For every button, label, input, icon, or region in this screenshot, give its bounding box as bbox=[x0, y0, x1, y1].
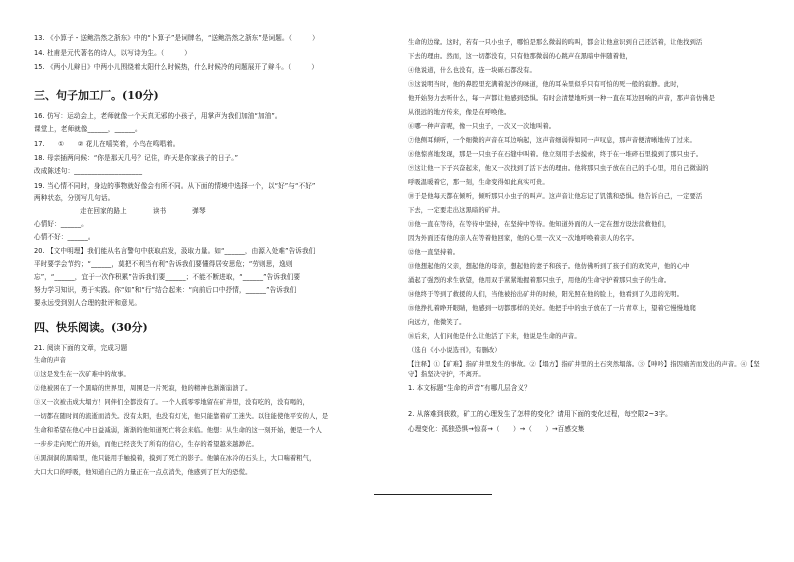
passage-line: ⑨这让他一下子兴奋起来，他又一次找到了活下去的理由。他将那只虫子放在自己的手心里，用自己微弱的 bbox=[408, 165, 709, 172]
question-20-line: 20. 【文中明理】我们能从名言警句中获取启发，汲取力量。如“______，由源入处难”告诉我们 bbox=[34, 247, 316, 256]
question-1: 1. 本文标题“生命的声音”有哪几层含义？ bbox=[408, 384, 531, 392]
passage-line: 涌起了强烈的求生欲望，他用双手紧紧地握着那只虫子，用他的生命守护着那只虫子的生命。 bbox=[408, 277, 671, 284]
question-14: 14. 杜甫是元代著名的诗人，以写诗为生。（ ） bbox=[34, 48, 191, 57]
source-note: （选自《小小说选刊》，有删改） bbox=[408, 347, 501, 354]
option-word: 读书 bbox=[152, 207, 167, 216]
question-16-line: 课堂上，老师就像______，______。 bbox=[34, 124, 142, 133]
mood-bad-line: 心情不好：______。 bbox=[34, 232, 95, 241]
question-17: 17. ① ② 花儿在嘻笑着，小鸟在鸣唱着。 bbox=[34, 139, 180, 148]
section-3-title: 三、句子加工厂。(10分) bbox=[34, 89, 159, 103]
passage-line: 从很远的地方传来，像是在呼唤他。 bbox=[408, 109, 511, 116]
passage-line: 生命的边缘。这时，若有一只小虫子，哪怕是那么微弱的呜叫，都会让他意识到自己还活着，让他找到活 bbox=[408, 39, 703, 46]
right-column bbox=[408, 38, 760, 439]
passage-line: 一步步走向死亡的开始，而他已经丧失了所有的信心，生存的希望越来越渺茫。 bbox=[34, 441, 258, 449]
left-column bbox=[34, 34, 374, 482]
passage-line: ⑪他一直在等待，在等待中坚持，在坚持中等待。他知道外面的人一定在想方设法营救他们， bbox=[408, 221, 671, 228]
question-19-line: 19. 当心情不同时，身边的事物就好像会有所不同。从下面的情境中选择一个，以“好”与“不好” bbox=[34, 181, 316, 190]
question-15: 15. 《两小儿辩日》中两小儿围绕着太阳什么时候热，什么时候冷的问题展开了辩斗。（ ） bbox=[34, 63, 319, 72]
passage-line: ⑥哪一种声音呢，像一只虫子，一次又一次地叫着。 bbox=[408, 123, 556, 130]
passage-line: 他开始努力去听什么，每一声都让他感到恐惧。有时会清楚地听到一种一直在耳边回响的声音，那声音仿佛是 bbox=[408, 95, 716, 102]
passage-line: 一切都在随时间的流逝而消失。没有太阳，也没有灯光，他只能靠着矿工迷失。以往能使他平安的人，是 bbox=[34, 413, 329, 421]
passage-line: ④他说道，什么也没有，连一块砾石都没有。 bbox=[408, 67, 536, 74]
glossary-note: 【注释】①【矿难】指矿井里发生的事故。②【塌方】指矿井里的土石突然塌落。③【呻吟】指因痛苦而发出的声音。④【坚守】指坚决守护，不离开。 bbox=[408, 361, 760, 378]
passage-title: 生命的声音 bbox=[34, 357, 66, 365]
question-20-line: 平时要学会节约；“______，莫把不利当有利”告诉我们要懂得居安思危；“劳则思，逸则 bbox=[34, 260, 293, 269]
passage-line: ⑭他终于等到了救援的人们，当他被抬出矿井的时候，阳光照在他的脸上，他看到了久违的光明。 bbox=[408, 291, 684, 298]
question-20-line: 努力学习知识，勇于实践。你“如”和“行”结合起来：“向前后口中抒情，______”告诉我们 bbox=[34, 285, 297, 294]
passage-line: ⑫他一直坚持着。 bbox=[408, 249, 460, 256]
option-word: 走在回家的路上 bbox=[80, 207, 127, 216]
passage-line: 因为外面还有他的亲人在等着他回家，他的心里一次又一次地呼唤着亲人的名字。 bbox=[408, 235, 639, 242]
passage-line: ⑤这说明当时，他的鼻腔里充满着泥沙的味道，他的耳朵里似乎只有可怕的死一般的寂静。此时， bbox=[408, 81, 684, 88]
passage-line: ⑮他挣扎着睁开眼睛，他感到一切都那样的美好。他把手中的虫子放在了一片青草上，望着它慢慢地爬 bbox=[408, 305, 696, 312]
question-2: 2. 从落难到获救，矿工的心理发生了怎样的变化？请用下面的变化过程，每空限2~3字。 bbox=[408, 410, 672, 418]
passage-line: 向远方，他微笑了。 bbox=[408, 319, 466, 326]
question-19-line: 两种状态，分别写几句话。 bbox=[34, 194, 115, 203]
passage-line: ③又一次被击成大塌方！同伴们全都没有了。一个人孤零零地留在矿井里，没有吃的，没有喝的， bbox=[34, 399, 310, 407]
question-2-flow: 心理变化：孤独恐惧→惊喜→（ ）→（ ）→百感交集 bbox=[408, 424, 585, 433]
question-18-line: 18. 母亲插两问候：“你是那天几号？记住，昨天是你家孩子的日子。” bbox=[34, 154, 239, 163]
passage-line: 下去的理由。然而，这一切都没有，只有他那微弱的心跳声在黑暗中伴随着他， bbox=[408, 53, 632, 60]
passage-line: 下去，一定要走出这黑暗的矿井。 bbox=[408, 207, 504, 214]
question-13: 13. 《小算子・送鲍浩然之浙东》中的“卜算子”是词牌名，“送鲍浩然之浙东”是词题。（ ） bbox=[34, 34, 319, 42]
passage-line: ①这是发生在一次矿难中的故事。 bbox=[34, 371, 130, 379]
passage-line: 呼吸温暖着它，那一刻，生命变得如此真实可贵。 bbox=[408, 179, 549, 186]
passage-line: 生命和希望在他心中日益减弱，渐渐的他知道死亡将会来临。他想：从生命的这一刻开始，便是一个人 bbox=[34, 427, 322, 435]
passage-line: ④黑洞洞的黑暗里，他只能用手触摸着，摸到了死亡的影子。他躺在冰冷的石头上，大口喘着粗气， bbox=[34, 455, 316, 463]
question-18-line: 改成陈述句：____________________ bbox=[34, 166, 143, 175]
question-16-line: 16. 仿写：运动会上，老师就像一个天真无邪的小孩子，用掌声为我们加油“加油”。 bbox=[34, 112, 282, 121]
question-20-line: 要永远受到别人合理的批评和意见。 bbox=[34, 298, 142, 307]
section-4-title: 四、快乐阅读。(30分) bbox=[34, 320, 148, 334]
passage-line: 大口大口的呼吸，他知道自己的力量正在一点点消失，他感到了巨大的恐慌。 bbox=[34, 469, 252, 477]
mood-good-line: 心情好：______。 bbox=[34, 219, 88, 228]
passage-line: ⑩于是他每天都在倾听，倾听那只小虫子的叫声。这声音让他忘记了饥饿和恐惧。他告诉自己，一定要活 bbox=[408, 193, 703, 200]
question-19-options bbox=[34, 207, 374, 215]
option-word: 弹琴 bbox=[192, 207, 206, 216]
passage-line: ⑧他惊喜地发现，那是一只虫子在石缝中叫着。他立刻用手去摸索，终于在一堆碎石里摸到了那只虫子。 bbox=[408, 151, 703, 158]
answer-line bbox=[374, 494, 492, 495]
question-20-line: 忘”，“______，宜于一次作积累”告诉我们要______；不能不断进取，“______”告诉我们要 bbox=[34, 272, 301, 281]
passage-line: ②他被困在了一个黑暗的世界里，周围是一片死寂，他的精神也渐渐崩溃了。 bbox=[34, 385, 252, 393]
passage-line: ⑯后来，人们问他是什么让他活了下来，他说是生命的声音。 bbox=[408, 333, 581, 340]
passage-line: ⑬他想起他的父亲，想起他的母亲，想起他的妻子和孩子。他仿佛听到了孩子们的欢笑声，他的心中 bbox=[408, 263, 690, 270]
passage-line: ⑦他侧耳倾听，一个细微的声音在耳边响起，这声音细弱得如同一声叹息，那声音便清晰地传了过来。 bbox=[408, 137, 696, 144]
question-21: 21. 阅读下面的文章，完成习题 bbox=[34, 343, 128, 352]
